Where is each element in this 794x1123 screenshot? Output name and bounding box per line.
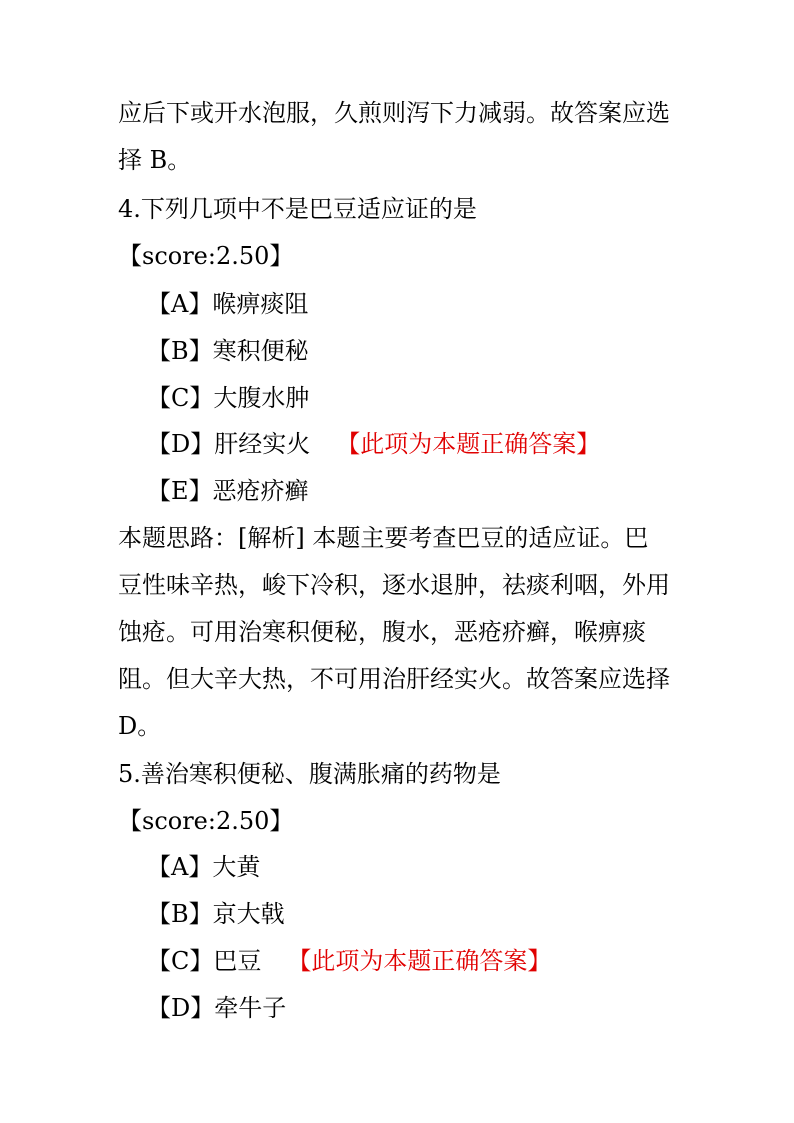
correct-answer-mark: 【此项为本题正确答案】 [336, 430, 601, 458]
question-4-analysis-line-2: 豆性味辛热，峻下冷积，逐水退肿，祛痰利咽，外用 [118, 571, 670, 599]
question-4-option-b [147, 337, 309, 365]
question-5-option-d [147, 994, 286, 1022]
question-5-option-a [147, 853, 260, 881]
option-label: 【A】大黄 [147, 853, 261, 881]
option-label: 【D】肝经实火 [147, 430, 311, 458]
option-label: 【C】巴豆 [147, 947, 262, 975]
question-4-score: 【score:2.50】 [118, 242, 294, 270]
continuation-line-1: 应后下或开水泡服，久煎则泻下力减弱。故答案应选 [118, 99, 670, 127]
question-5-score: 【score:2.50】 [118, 807, 294, 835]
option-label: 【E】恶疮疥癣 [147, 477, 309, 505]
question-5-option-b [147, 900, 285, 928]
question-4-title: 4.下列几项中不是巴豆适应证的是 [118, 195, 477, 223]
question-4-analysis-line-3: 蚀疮。可用治寒积便秘，腹水，恶疮疥癣，喉痹痰 [118, 618, 646, 646]
option-label: 【B】京大戟 [147, 900, 285, 928]
question-4-option-c [147, 384, 309, 412]
correct-answer-mark: 【此项为本题正确答案】 [287, 947, 552, 975]
question-5-option-c [147, 947, 551, 975]
continuation-line-2: 择 B。 [118, 146, 192, 174]
question-4-analysis-line-4: 阻。但大辛大热，不可用治肝经实火。故答案应选择 [118, 665, 670, 693]
question-4-option-d [147, 430, 600, 458]
question-4-analysis-line-1: 本题思路：[解析] 本题主要考查巴豆的适应证。巴 [118, 524, 649, 552]
question-4-analysis-line-5: D。 [118, 712, 162, 740]
question-5-title: 5.善治寒积便秘、腹满胀痛的药物是 [118, 760, 501, 788]
option-label: 【A】喉痹痰阻 [147, 290, 309, 318]
option-label: 【C】大腹水肿 [147, 384, 310, 412]
question-4-option-a [147, 290, 308, 318]
option-label: 【B】寒积便秘 [147, 337, 309, 365]
option-label: 【D】牵牛子 [147, 994, 287, 1022]
question-4-option-e [147, 477, 309, 505]
